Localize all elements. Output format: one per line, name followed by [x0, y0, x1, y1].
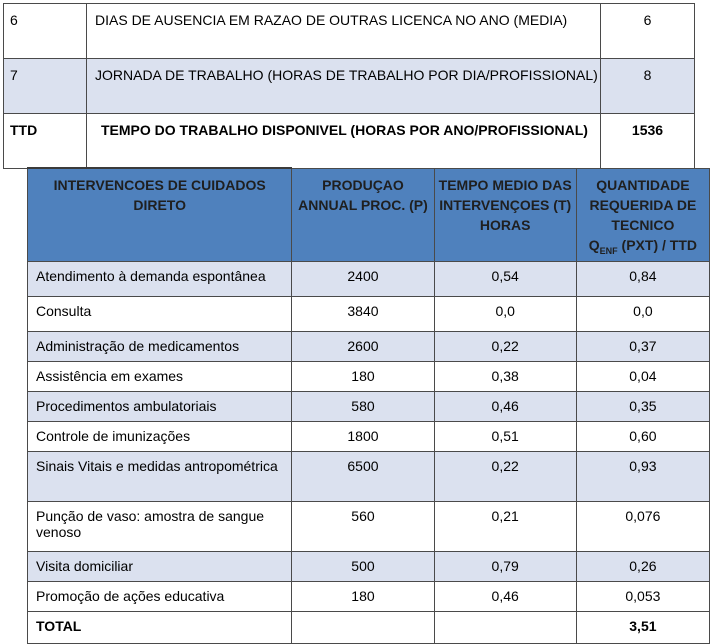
time-value: 0,79 — [434, 552, 576, 582]
total-row — [28, 612, 710, 644]
time-value: 0,54 — [434, 262, 576, 297]
intervention-name: Controle de imunizações — [28, 422, 292, 452]
time-value: 0,46 — [434, 582, 576, 612]
header-quantity-sub: ENF — [599, 245, 618, 256]
quantity-value: 0,053 — [576, 582, 709, 612]
intervention-name: Atendimento à demanda espontânea — [28, 262, 292, 297]
intervention-name: Procedimentos ambulatoriais — [28, 392, 292, 422]
total-label: TOTAL — [28, 612, 292, 644]
time-value: 0,22 — [434, 452, 576, 502]
total-value: 1536 — [601, 114, 695, 169]
production-value: 500 — [292, 552, 434, 582]
header-quantity-title: QUANTIDADE REQUERIDA DE TECNICO — [589, 176, 697, 233]
production-value: 2600 — [292, 332, 434, 362]
table-row — [28, 392, 710, 422]
row-description: JORNADA DE TRABALHO (HORAS DE TRABALHO POR DIA/PROFISSIONAL) — [87, 59, 601, 114]
table-row — [28, 552, 710, 582]
intervention-name: Punção de vaso: amostra de sangue venoso — [28, 502, 292, 552]
quantity-value: 0,0 — [576, 297, 709, 332]
quantity-value: 0,076 — [576, 502, 709, 552]
total-code: TTD — [4, 114, 87, 169]
table-row — [28, 502, 710, 552]
row-description: DIAS DE AUSENCIA EM RAZAO DE OUTRAS LICENCA NO ANO (MEDIA) — [87, 4, 601, 59]
table-row — [28, 362, 710, 392]
total-quantity: 3,51 — [576, 612, 709, 644]
header-time: TEMPO MEDIO DAS INTERVENÇOES (T) HORAS — [434, 168, 576, 262]
table-row — [28, 582, 710, 612]
row-value: 6 — [601, 4, 695, 59]
intervention-name: Visita domiciliar — [28, 552, 292, 582]
quantity-value: 0,26 — [576, 552, 709, 582]
total-description: TEMPO DO TRABALHO DISPONIVEL (HORAS POR ANO/PROFISSIONAL) — [87, 114, 601, 169]
header-row — [28, 168, 710, 262]
quantity-value: 0,84 — [576, 262, 709, 297]
total-time — [434, 612, 576, 644]
intervention-name: Promoção de ações educativa — [28, 582, 292, 612]
table-row — [28, 332, 710, 362]
header-quantity — [576, 168, 709, 262]
time-value: 0,21 — [434, 502, 576, 552]
production-value: 180 — [292, 362, 434, 392]
time-value: 0,22 — [434, 332, 576, 362]
intervention-name: Administração de medicamentos — [28, 332, 292, 362]
quantity-value: 0,37 — [576, 332, 709, 362]
time-value: 0,38 — [434, 362, 576, 392]
header-interventions: INTERVENCOES DE CUIDADOS DIRETO — [28, 168, 292, 262]
time-value: 0,51 — [434, 422, 576, 452]
header-quantity-formula: (PXT) / TTD — [617, 236, 697, 253]
total-row — [4, 114, 695, 169]
table-row — [28, 452, 710, 502]
time-value: 0,46 — [434, 392, 576, 422]
table-row — [28, 297, 710, 332]
table-row — [4, 4, 695, 59]
production-value: 1800 — [292, 422, 434, 452]
interventions-table — [27, 167, 710, 644]
header-production: PRODUÇAO ANNUAL PROC. (P) — [292, 168, 434, 262]
row-code: 7 — [4, 59, 87, 114]
intervention-name: Sinais Vitais e medidas antropométrica — [28, 452, 292, 502]
intervention-name: Assistência em exames — [28, 362, 292, 392]
production-value: 580 — [292, 392, 434, 422]
row-code: 6 — [4, 4, 87, 59]
quantity-value: 0,35 — [576, 392, 709, 422]
production-value: 6500 — [292, 452, 434, 502]
intervention-name: Consulta — [28, 297, 292, 332]
production-value: 3840 — [292, 297, 434, 332]
quantity-value: 0,93 — [576, 452, 709, 502]
quantity-value: 0,04 — [576, 362, 709, 392]
table-row — [4, 59, 695, 114]
total-production — [292, 612, 434, 644]
time-value: 0,0 — [434, 297, 576, 332]
production-value: 180 — [292, 582, 434, 612]
header-quantity-q: Q — [588, 236, 600, 253]
production-value: 2400 — [292, 262, 434, 297]
availability-table — [3, 3, 695, 169]
table-row — [28, 262, 710, 297]
table-row — [28, 422, 710, 452]
production-value: 560 — [292, 502, 434, 552]
row-value: 8 — [601, 59, 695, 114]
quantity-value: 0,60 — [576, 422, 709, 452]
